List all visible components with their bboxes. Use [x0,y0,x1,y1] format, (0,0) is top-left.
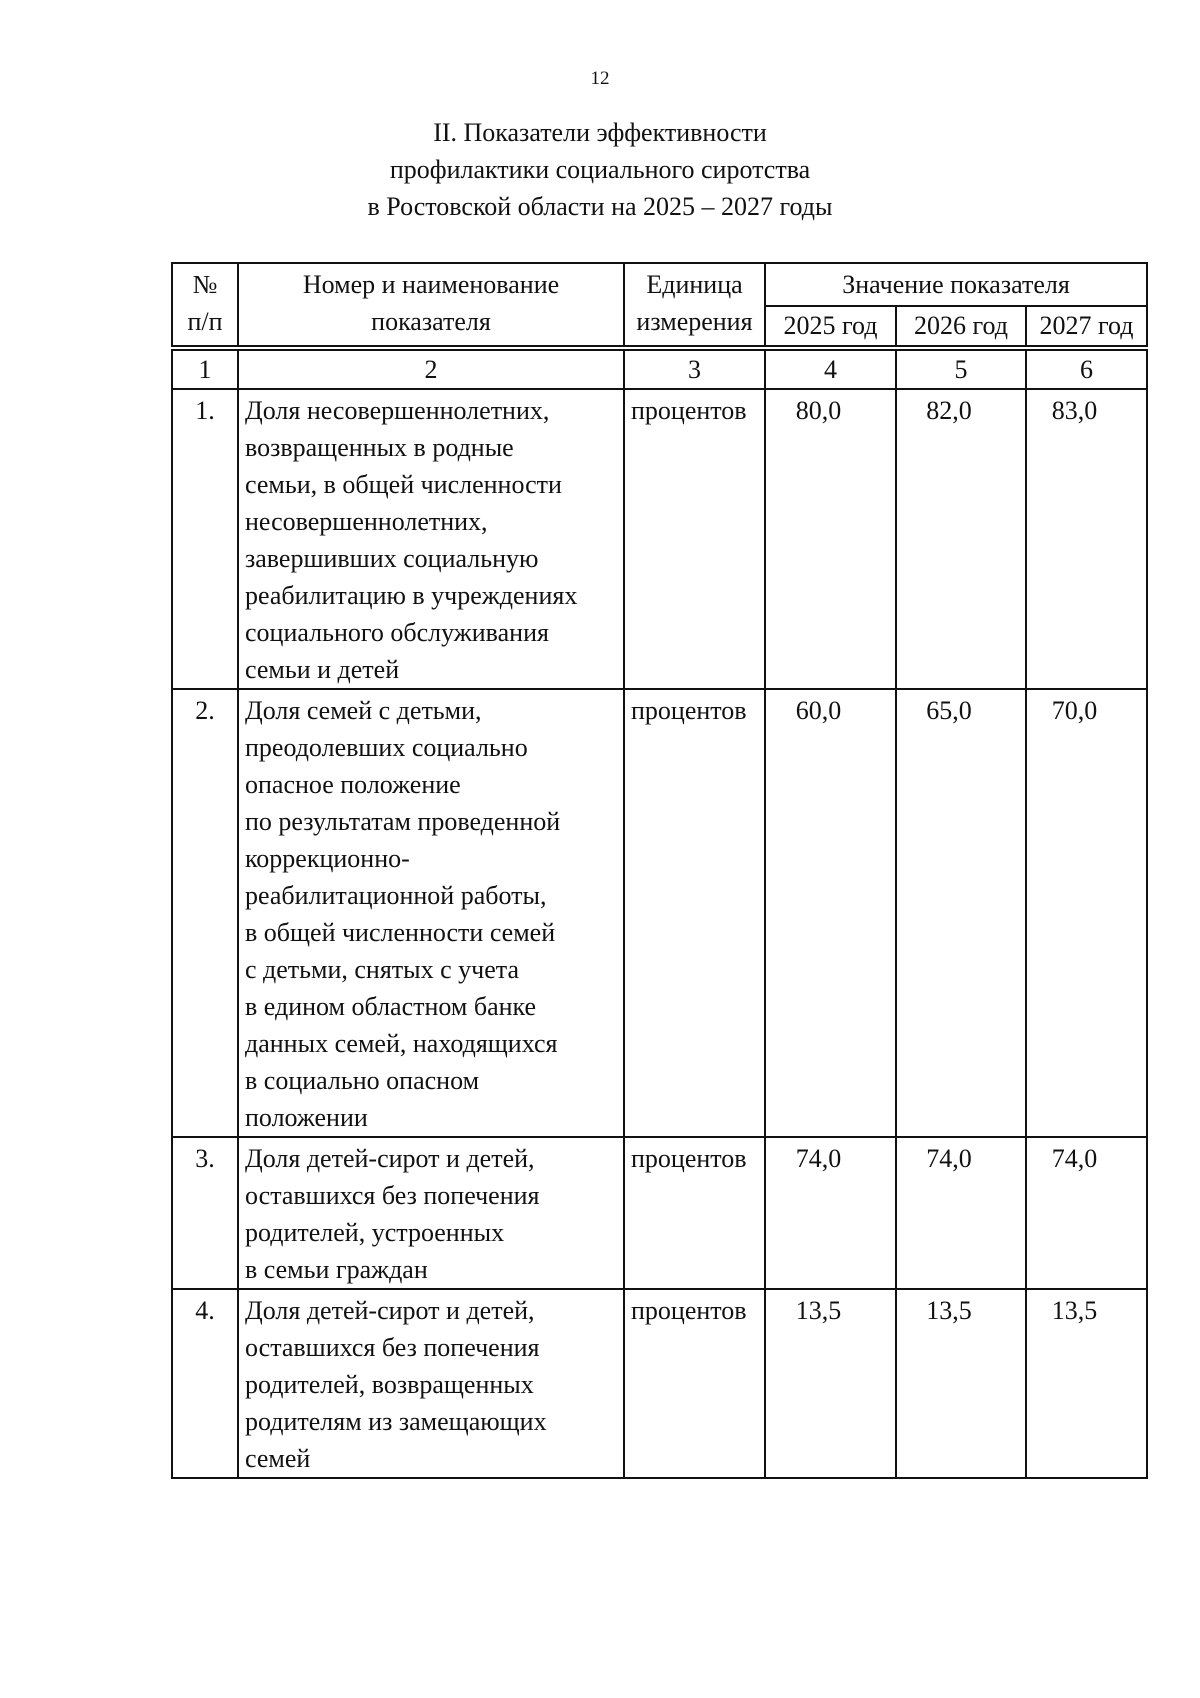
name-line: в социально опасном [245,1066,480,1095]
value-text: 13,5 [1051,1296,1098,1325]
name-line: Доля детей-сирот и детей, [245,1296,535,1325]
name-line: родителей, устроенных [245,1218,505,1247]
table-row [172,1289,1147,1478]
unit-cell: процентов [624,1289,765,1478]
name-line: Доля детей-сирот и детей, [245,1144,535,1173]
header-text: измерения [636,307,753,336]
name-line: родителей, возвращенных [245,1370,534,1399]
row-number: 3. [172,1137,238,1289]
value-2025 [765,689,896,1137]
name-line: данных семей, находящихся [245,1029,558,1058]
table-row [172,689,1147,1137]
value-text: 74,0 [926,1144,972,1173]
value-text: 13,5 [926,1296,972,1325]
unit-cell: процентов [624,389,765,689]
row-number: 4. [172,1289,238,1478]
column-number: 6 [1026,348,1147,389]
table-row [172,389,1147,689]
indicator-name [238,389,624,689]
value-2027 [1026,689,1147,1137]
column-number: 3 [624,348,765,389]
column-numbers-row [172,348,1147,389]
value-2025 [765,1289,896,1478]
column-number: 5 [896,348,1026,389]
value-2025 [765,1137,896,1289]
value-text: 74,0 [1051,1144,1098,1173]
header-text: показателя [371,307,491,336]
indicators-table [171,262,1148,1479]
name-line: реабилитацию в учреждениях [245,581,578,610]
name-line: несовершеннолетних, [245,507,488,536]
header-text: Номер и наименование [302,270,560,299]
indicator-name [238,689,624,1137]
value-2027 [1026,1137,1147,1289]
value-2026 [896,1289,1026,1478]
header-text: Единица [646,270,743,299]
header-number-cell [172,263,238,348]
name-line: преодолевших социально [245,733,528,762]
name-line: реабилитационной работы, [245,881,547,910]
name-line: Доля семей с детьми, [245,696,482,725]
name-line: коррекционно- [245,844,410,873]
name-line: социального обслуживания [245,618,549,647]
header-text: № [192,270,218,299]
name-line: положении [245,1103,368,1132]
value-text: 83,0 [1051,396,1098,425]
indicator-name [238,1137,624,1289]
value-text: 13,5 [795,1296,842,1325]
name-line: возвращенных в родные [245,433,514,462]
name-line: в едином областном банке [245,992,537,1021]
value-2026 [896,689,1026,1137]
title-line: в Ростовской области на 2025 – 2027 годы [367,192,833,221]
header-text: п/п [187,307,223,336]
title-line: II. Показатели эффективности [433,118,767,147]
header-name-cell [238,263,624,348]
page-number: 12 [590,68,610,89]
row-number: 2. [172,689,238,1137]
value-text: 60,0 [795,696,842,725]
value-2025 [765,389,896,689]
header-year-cell: 2025 год [765,306,896,348]
name-line: с детьми, снятых с учета [245,955,520,984]
unit-cell: процентов [624,1137,765,1289]
name-line: в семьи граждан [245,1255,428,1284]
name-line: оставшихся без попечения [245,1333,540,1362]
name-line: семей [245,1444,311,1473]
header-unit-cell [624,263,765,348]
value-2026 [896,1137,1026,1289]
value-text: 74,0 [795,1144,842,1173]
unit-cell: процентов [624,689,765,1137]
value-2026 [896,389,1026,689]
name-line: семьи, в общей численности [245,470,562,499]
table-row [172,1137,1147,1289]
column-number: 4 [765,348,896,389]
header-year-cell: 2027 год [1026,306,1147,348]
column-number: 1 [172,348,238,389]
name-line: оставшихся без попечения [245,1181,540,1210]
name-line: Доля несовершеннолетних, [245,396,550,425]
value-2027 [1026,389,1147,689]
name-line: завершивших социальную [245,544,539,573]
column-number: 2 [238,348,624,389]
name-line: в общей численности семей [245,918,556,947]
row-number: 1. [172,389,238,689]
value-text: 80,0 [795,396,842,425]
value-2027 [1026,1289,1147,1478]
value-text: 70,0 [1051,696,1098,725]
value-text: 82,0 [926,396,972,425]
name-line: опасное положение [245,770,461,799]
name-line: родителям из замещающих [245,1407,547,1436]
name-line: семьи и детей [245,655,400,684]
header-year-cell: 2026 год [896,306,1026,348]
table-header-row [172,263,1147,306]
indicator-name [238,1289,624,1478]
document-title [0,114,1200,225]
header-values-group: Значение показателя [765,263,1147,306]
name-line: по результатам проведенной [245,807,561,836]
title-line: профилактики социального сиротства [389,155,811,184]
value-text: 65,0 [926,696,972,725]
